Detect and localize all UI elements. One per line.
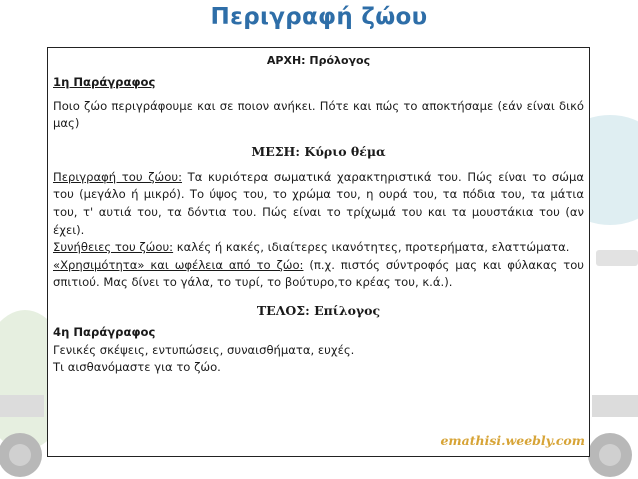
body-item-habits-label: Συνήθειες του ζώου: xyxy=(53,240,174,255)
section-heading-body: ΜΕΣΗ: Κύριο θέμα xyxy=(251,143,386,159)
end-line-1: Γενικές σκέψεις, εντυπώσεις, συναισθήματα, ευχές. xyxy=(53,342,355,357)
paragraph-label-1-text: 1η Παράγραφος xyxy=(53,75,156,89)
body-item-usefulness-label: «Χρησιμότητα» και ωφέλεια από το ζώο: xyxy=(53,257,304,272)
outline-box xyxy=(47,47,590,457)
car-roof-shape xyxy=(596,250,638,266)
body-item-description-label: Περιγραφή του ζώου: xyxy=(53,169,182,184)
intro-text: Ποιο ζώο περιγράφουμε και σε ποιον ανήκει. Πότε και πώς το αποκτήσαμε (εάν είναι δικό μας) xyxy=(53,98,584,131)
body-item-description xyxy=(53,169,584,239)
watermark-text: emathisi.weebly.com xyxy=(440,433,585,449)
body-item-usefulness xyxy=(53,257,584,292)
body-item-usefulness-text: (π.χ. πιστός σύντροφός μας και φύλακας του σπιτιού. Μας δίνει το γάλα, το τυρί, το βούτυρο,το κρέας του, κ.ά.). xyxy=(53,257,584,290)
body-item-description-text: Τα κυριότερα σωματικά χαρακτηριστικά του. Πώς είναι το σώμα του (μεγάλο ή μικρό). Το ύψος του, το χρώμα του, η ουρά του, τα πόδια του, τα μάτια του, τ' αυτιά του, τα δόντια του. Πώς είναι το τρίχωμά του και τα μουστάκια του (αν έχει). xyxy=(53,169,584,237)
body-item-habits-text: καλές ή κακές, ιδιαίτερες ικανότητες, προτερήματα, ελαττώματα. xyxy=(173,240,570,255)
car-body-left xyxy=(0,395,44,417)
section-heading-end: ΤΕΛΟΣ: Επίλογος xyxy=(256,302,381,318)
paragraph-label-1 xyxy=(53,74,584,92)
section-heading-intro: ΑΡΧΗ: Πρόλογος xyxy=(266,54,371,67)
end-line-2: Τι αισθανόμαστε για το ζώο. xyxy=(53,360,221,375)
car-body-right xyxy=(592,395,638,417)
page-title: Περιγραφή ζώου xyxy=(210,4,428,30)
body-item-habits xyxy=(53,239,584,257)
paragraph-label-4: 4η Παράγραφος xyxy=(53,324,156,339)
